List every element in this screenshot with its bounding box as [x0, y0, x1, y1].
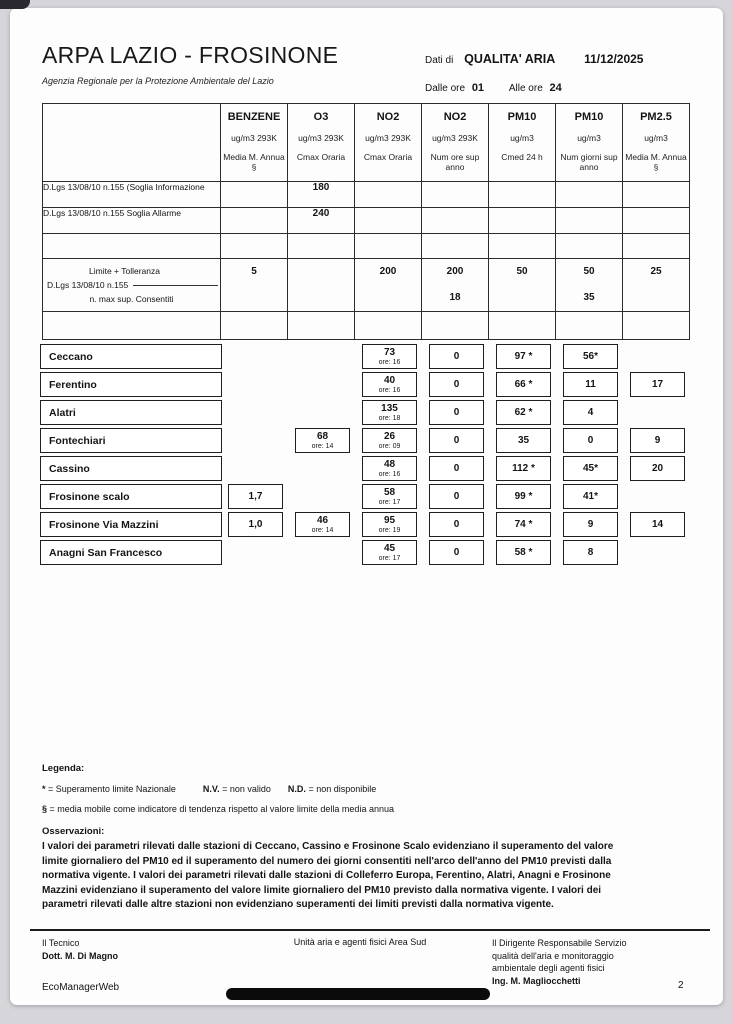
threshold-value-cell: 180	[288, 182, 355, 208]
empty-cell	[556, 312, 623, 340]
measurement-box	[362, 344, 417, 369]
measurement-box	[429, 484, 484, 509]
screen-corner-mark	[0, 0, 30, 9]
measurement-value: 11	[585, 379, 596, 390]
measurement-box	[429, 344, 484, 369]
station-cell	[490, 344, 557, 369]
measurement-hour: ore: 19	[378, 526, 401, 534]
soglia-informazione-label: D.Lgs 13/08/10 n.155 (Soglia Informazione	[43, 182, 221, 208]
station-cell	[356, 400, 423, 425]
station-cell	[557, 456, 624, 481]
station-cell	[490, 428, 557, 453]
station-cell	[356, 428, 423, 453]
app-name: EcoManagerWeb	[42, 982, 120, 993]
station-cell	[289, 428, 356, 453]
threshold-value-cell	[422, 208, 489, 234]
limits-table	[42, 103, 690, 340]
measurement-value: 58	[383, 486, 396, 498]
measurement-value: 8	[587, 547, 594, 558]
measurement-value: 41*	[582, 491, 598, 502]
stations-list	[40, 344, 691, 568]
station-cell	[222, 400, 289, 425]
empty-cell	[489, 312, 556, 340]
limit-tolerance-value	[288, 259, 354, 285]
pollutant-metric: Cmax Oraria	[296, 152, 346, 162]
measurement-box	[563, 372, 618, 397]
station-cell	[289, 372, 356, 397]
measurement-box	[630, 372, 685, 397]
station-cell	[624, 540, 691, 565]
measurement-box	[295, 428, 350, 453]
station-name: Cassino	[40, 456, 222, 481]
measurement-value: 0	[453, 491, 460, 502]
empty-cell	[422, 312, 489, 340]
pollutant-name: NO2	[443, 111, 467, 123]
max-exceedances-value	[221, 285, 287, 311]
dati-di-label: Dati di	[425, 55, 454, 66]
director-name: Ing. M. Magliocchetti	[492, 975, 581, 986]
measurement-box	[228, 484, 283, 509]
dataset-name: QUALITA' ARIA	[464, 52, 556, 66]
pollutant-unit: ug/m3	[644, 133, 668, 143]
measurement-hour: ore: 16	[378, 386, 401, 394]
soglia-allarme-row	[43, 208, 690, 234]
empty-cell	[623, 234, 690, 259]
report-date: 11/12/2025	[584, 52, 644, 66]
threshold-value-cell	[623, 208, 690, 234]
measurement-value: 9	[587, 519, 594, 530]
limits-values-row	[43, 259, 690, 312]
measurement-value: 58 *	[514, 547, 533, 558]
alle-ore-label: Alle ore	[508, 83, 543, 94]
measurement-box	[630, 512, 685, 537]
soglia-allarme-label: D.Lgs 13/08/10 n.155 Soglia Allarme	[43, 208, 221, 234]
station-row-7	[40, 540, 691, 565]
measurement-value: 62 *	[514, 407, 533, 418]
to-hour: 24	[549, 82, 562, 94]
threshold-value-cell	[221, 208, 288, 234]
station-cell	[490, 484, 557, 509]
measurement-box	[563, 400, 618, 425]
technician-role: Il Tecnico	[42, 938, 80, 948]
measurement-box	[496, 484, 551, 509]
station-cell	[624, 428, 691, 453]
measurement-value: 0	[453, 547, 460, 558]
empty-cell	[422, 234, 489, 259]
measurement-box	[496, 456, 551, 481]
measurement-box	[362, 512, 417, 537]
measurement-box	[496, 344, 551, 369]
measurement-box	[429, 372, 484, 397]
station-cell	[490, 512, 557, 537]
from-hour: 01	[471, 82, 485, 94]
station-cell	[557, 428, 624, 453]
measurement-value: 68	[316, 430, 329, 442]
max-exceedances-value: 18	[449, 292, 461, 303]
measurement-value: 9	[654, 435, 661, 446]
limit-tolerance-value: 200	[446, 266, 464, 277]
station-name: Frosinone scalo	[40, 484, 222, 509]
limit-value-cell	[422, 259, 489, 312]
max-exceedances-value	[288, 285, 354, 311]
station-row-5	[40, 484, 691, 509]
station-row-2	[40, 400, 691, 425]
station-cell	[423, 344, 490, 369]
station-cell	[490, 372, 557, 397]
station-cell	[624, 400, 691, 425]
measurement-value: 95	[383, 514, 396, 526]
measurement-hour: ore: 14	[311, 442, 334, 450]
pollutant-metric: Media M. Annua §	[223, 152, 285, 172]
station-cell	[289, 540, 356, 565]
home-indicator-bar	[226, 988, 490, 1000]
station-cell	[356, 344, 423, 369]
limit-value-cell	[355, 259, 422, 312]
measurement-value: 1,7	[248, 491, 263, 502]
station-cell	[423, 512, 490, 537]
station-cell	[289, 400, 356, 425]
station-cell	[289, 484, 356, 509]
station-cell	[490, 400, 557, 425]
station-row-4	[40, 456, 691, 481]
pollutant-unit: ug/m3 293K	[298, 133, 344, 143]
station-name: Ferentino	[40, 372, 222, 397]
max-exceedances-value	[623, 285, 689, 311]
measurement-box	[362, 540, 417, 565]
threshold-value-cell	[489, 208, 556, 234]
station-cell	[557, 484, 624, 509]
measurement-value: 26	[383, 430, 396, 442]
station-cell	[289, 512, 356, 537]
measurement-box	[563, 344, 618, 369]
station-name: Frosinone Via Mazzini	[40, 512, 222, 537]
agency-subtitle: Agenzia Regionale per la Protezione Ambientale del Lazio	[42, 76, 274, 86]
measurement-box	[563, 428, 618, 453]
measurement-box	[496, 512, 551, 537]
measurement-value: 48	[383, 458, 396, 470]
station-row-6	[40, 512, 691, 537]
measurement-hour: ore: 18	[378, 414, 401, 422]
report-hours-line	[425, 82, 562, 94]
station-cell	[289, 456, 356, 481]
max-exceedances-value: 35	[583, 292, 595, 303]
measurement-box	[630, 428, 685, 453]
measurement-box	[630, 456, 685, 481]
pollutant-unit: ug/m3 293K	[365, 133, 411, 143]
measurement-hour: ore: 09	[378, 442, 401, 450]
measurement-value: 135	[381, 402, 398, 414]
threshold-value-cell	[355, 208, 422, 234]
technician-name: Dott. M. Di Magno	[42, 951, 118, 961]
limit-tolerance-value: 200	[379, 266, 397, 277]
measurement-value: 1,0	[248, 519, 263, 530]
measurement-value: 0	[453, 519, 460, 530]
limits-label-cell	[43, 259, 221, 312]
measurement-box	[563, 512, 618, 537]
measurement-box	[362, 428, 417, 453]
station-cell	[624, 512, 691, 537]
measurement-value: 0	[453, 407, 460, 418]
measurement-box	[362, 456, 417, 481]
pollutant-name: PM10	[574, 111, 604, 123]
station-name: Anagni San Francesco	[40, 540, 222, 565]
measurement-box	[496, 400, 551, 425]
limit-tolerance-value: 50	[583, 266, 595, 277]
station-cell	[356, 456, 423, 481]
pollutant-header-5	[556, 104, 623, 182]
measurement-value: 4	[587, 407, 594, 418]
measurement-box	[563, 484, 618, 509]
pollutant-unit: ug/m3	[510, 133, 534, 143]
threshold-value-cell	[355, 182, 422, 208]
station-cell	[557, 344, 624, 369]
pollutant-header-0	[221, 104, 288, 182]
measurement-value: 97 *	[514, 351, 533, 362]
brace-line	[133, 285, 218, 286]
empty-cell	[288, 234, 355, 259]
pollutant-name: PM10	[507, 111, 537, 123]
page-title: ARPA LAZIO - FROSINONE	[42, 42, 339, 68]
pollutant-name: BENZENE	[227, 111, 281, 123]
page-number: 2	[678, 980, 684, 991]
pollutant-metric: Num ore sup anno	[430, 152, 480, 172]
empty-cell	[221, 234, 288, 259]
measurement-box	[429, 400, 484, 425]
measurement-value: 0	[587, 435, 594, 446]
station-cell	[490, 456, 557, 481]
measurement-box	[496, 372, 551, 397]
measurement-value: 0	[453, 435, 460, 446]
measurement-box	[228, 512, 283, 537]
threshold-value-cell	[556, 182, 623, 208]
pollutant-metric: Num giorni sup anno	[560, 152, 618, 172]
pollutant-unit: ug/m3	[577, 133, 601, 143]
station-cell	[222, 484, 289, 509]
station-cell	[356, 372, 423, 397]
measurement-value: 40	[383, 374, 396, 386]
station-cell	[423, 484, 490, 509]
measurement-value: 112 *	[512, 463, 535, 474]
max-sup-label: n. max sup. Consentiti	[89, 294, 174, 304]
station-cell	[557, 512, 624, 537]
pollutant-header-6	[623, 104, 690, 182]
station-cell	[222, 456, 289, 481]
measurement-value: 0	[453, 351, 460, 362]
pollutant-unit: ug/m3 293K	[231, 133, 277, 143]
pollutant-header-4	[489, 104, 556, 182]
station-name: Alatri	[40, 400, 222, 425]
station-cell	[356, 540, 423, 565]
station-cell	[356, 484, 423, 509]
pollutant-header-row	[43, 104, 690, 182]
station-row-1	[40, 372, 691, 397]
station-cell	[624, 456, 691, 481]
measurement-hour: ore: 17	[378, 498, 401, 506]
station-cell	[289, 344, 356, 369]
pollutant-metric: Cmed 24 h	[501, 152, 543, 162]
limit-tolerance-value: 5	[251, 266, 257, 277]
measurement-box	[295, 512, 350, 537]
station-cell	[423, 400, 490, 425]
measurement-box	[362, 400, 417, 425]
station-cell	[423, 372, 490, 397]
measurement-hour: ore: 17	[378, 554, 401, 562]
limit-tolerance-value: 25	[650, 266, 662, 277]
pollutant-name: NO2	[376, 111, 400, 123]
threshold-value-cell	[422, 182, 489, 208]
measurement-value: 17	[651, 379, 664, 390]
dalle-ore-label: Dalle ore	[425, 83, 466, 94]
station-cell	[423, 456, 490, 481]
measurement-value: 56*	[582, 351, 598, 362]
legend-section	[42, 763, 394, 814]
measurement-value: 74 *	[514, 519, 533, 530]
limit-value-cell	[288, 259, 355, 312]
station-cell	[356, 512, 423, 537]
station-cell	[557, 372, 624, 397]
pollutant-name: PM2.5	[640, 111, 672, 123]
limit-value-cell	[556, 259, 623, 312]
measurement-box	[496, 428, 551, 453]
pollutant-header-3	[422, 104, 489, 182]
threshold-value-cell	[221, 182, 288, 208]
station-cell	[624, 344, 691, 369]
report-page	[10, 8, 723, 1005]
measurement-hour: ore: 16	[378, 358, 401, 366]
legend-line-section-sign: § = media mobile come indicatore di tendenza rispetto al valore limite della media annua	[42, 804, 394, 814]
empty-cell	[489, 234, 556, 259]
empty-cell	[623, 312, 690, 340]
max-exceedances-value	[489, 285, 555, 311]
threshold-value-cell	[623, 182, 690, 208]
empty-cell	[288, 312, 355, 340]
limit-tolerance-value: 50	[516, 266, 528, 277]
measurement-value: 66 *	[514, 379, 533, 390]
measurement-value: 73	[383, 346, 396, 358]
pollutant-header-2	[355, 104, 422, 182]
measurement-box	[429, 540, 484, 565]
measurement-value: 45*	[582, 463, 598, 474]
report-type-line	[425, 52, 643, 66]
observations-title: Osservazioni:	[42, 826, 105, 837]
soglia-informazione-row	[43, 182, 690, 208]
footer-technician	[42, 937, 118, 963]
measurement-value: 99 *	[514, 491, 533, 502]
threshold-value-cell	[556, 208, 623, 234]
measurement-value: 0	[453, 463, 460, 474]
footer-director: Il Dirigente Responsabile Servizio qualità dell'aria e monitoraggio ambientale degli agenti fisici Ing. M. Magliocchetti	[492, 938, 627, 986]
station-cell	[222, 344, 289, 369]
station-cell	[222, 428, 289, 453]
station-cell	[557, 540, 624, 565]
max-exceedances-value	[355, 285, 421, 311]
measurement-box	[429, 512, 484, 537]
threshold-value-cell	[489, 182, 556, 208]
station-cell	[423, 428, 490, 453]
measurement-hour: ore: 14	[311, 526, 334, 534]
station-name: Fontechiari	[40, 428, 222, 453]
pollutant-header-1	[288, 104, 355, 182]
measurement-value: 20	[651, 463, 664, 474]
measurement-box	[362, 372, 417, 397]
pollutant-unit: ug/m3 293K	[432, 133, 478, 143]
measurement-value: 35	[517, 435, 530, 446]
measurement-box	[429, 428, 484, 453]
spacer-row	[43, 234, 690, 259]
limit-value-cell	[221, 259, 288, 312]
station-cell	[222, 372, 289, 397]
limit-value-cell	[623, 259, 690, 312]
empty-cell	[556, 234, 623, 259]
station-cell	[423, 540, 490, 565]
measurement-value: 0	[453, 379, 460, 390]
legend-line-asterisk: * = Superamento limite Nazionale N.V. = non valido N.D. = non disponibile	[42, 784, 377, 794]
pollutant-metric: Cmax Oraria	[363, 152, 413, 162]
threshold-value-cell: 240	[288, 208, 355, 234]
station-cell	[222, 512, 289, 537]
measurement-value: 46	[316, 514, 329, 526]
station-cell	[490, 540, 557, 565]
observations-text: I valori dei parametri rilevati dalle stazioni di Ceccano, Cassino e Frosinone Scalo evidenziano il superamento del valore limite giornaliero del PM10 ed il superamento del numero dei giorni consentiti nell'arco dell'anno del PM10 previsti dalla normativa vigente. I valori dei parametri rilevati dalle stazioni di Colleferro Europa, Ferentino, Alatri, Anagni e Frosinone Mazzini evidenziano il superamento del valore limite giornaliero del PM10 previsto dalla normativa vigente. I valori dei parametri rilevati dalle altre stazioni non evidenziano superamenti dei limiti previsti dalla normativa vigente.	[42, 841, 614, 911]
empty-cell	[355, 312, 422, 340]
station-cell	[624, 372, 691, 397]
station-cell	[624, 484, 691, 509]
spacer-row	[43, 312, 690, 340]
station-row-0	[40, 344, 691, 369]
empty-cell	[355, 234, 422, 259]
station-row-3	[40, 428, 691, 453]
footer-divider	[30, 929, 710, 931]
footer-unit: Unità aria e agenti fisici Area Sud	[293, 937, 427, 947]
limite-tolleranza-label: Limite + Tolleranza	[89, 266, 160, 276]
station-cell	[557, 400, 624, 425]
measurement-box	[429, 456, 484, 481]
measurement-value: 45	[383, 542, 396, 554]
measurement-value: 14	[651, 519, 664, 530]
measurement-box	[563, 456, 618, 481]
measurement-box	[563, 540, 618, 565]
limit-value-cell	[489, 259, 556, 312]
dlgs-label-line: D.Lgs 13/08/10 n.155	[43, 276, 220, 290]
measurement-box	[362, 484, 417, 509]
header-empty-cell	[43, 104, 221, 182]
empty-cell	[221, 312, 288, 340]
legend-title: Legenda:	[42, 763, 85, 774]
station-name: Ceccano	[40, 344, 222, 369]
measurement-hour: ore: 16	[378, 470, 401, 478]
pollutant-metric: Media M. Annua §	[625, 152, 687, 172]
pollutant-name: O3	[313, 111, 329, 123]
station-cell	[222, 540, 289, 565]
measurement-box	[496, 540, 551, 565]
